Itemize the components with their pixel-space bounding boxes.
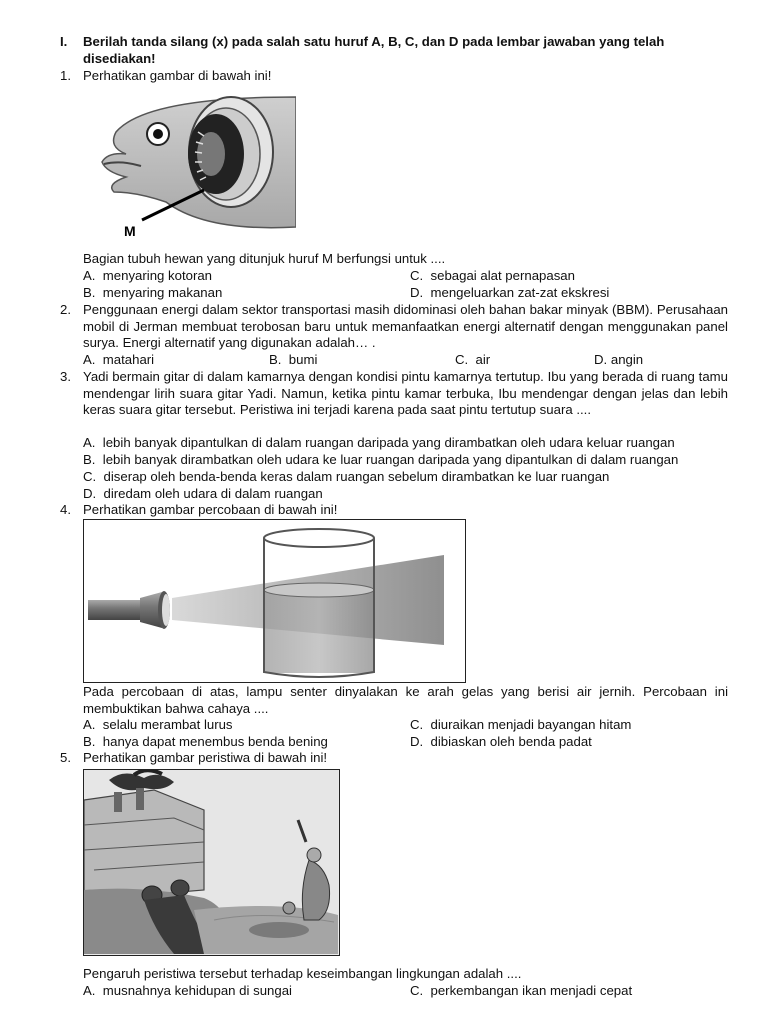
q3-option-d[interactable] [83,486,323,503]
question-4-number: 4. [60,502,71,517]
option-text: hanya dapat menembus benda bening [102,734,328,749]
option-letter: D. [410,734,424,749]
q1-option-d[interactable] [410,285,609,302]
question-3-stem: Yadi bermain gitar di dalam kamarnya dengan kondisi pintu kamarnya tertutup. Ibu yang berada di ruang tamu mendengar lirih suara gitar Yadi. Namun, ketika pintu kamar terbuka, Ibu mendengar dengan jelas dan lebih keras suara gitar tersebut. Peristiwa ini terjadi karena pada saat pintu tertutup suara .... [83,369,728,418]
section-numeral: I. [60,34,68,49]
question-2-stem: Penggunaan energi dalam sektor transportasi masih didominasi oleh bahan bakar minyak (BBM). Perusahaan mobil di Jerman membuat terobosan baru untuk memanfaatkan energi alternatif dengan menggunakan panel surya. Energi alternatif yang digunakan adalah… . [83,302,728,351]
question-4-stem: Pada percobaan di atas, lampu senter dinyalakan ke arah gelas yang berisi air jernih. Percobaan ini membuktikan bahwa cahaya .... [83,684,728,716]
option-letter: A. [83,352,96,367]
q4-option-b[interactable] [83,734,328,751]
question-4-prompt: Perhatikan gambar percobaan di bawah ini! [83,502,338,517]
q3-option-c[interactable] [83,469,609,486]
option-text: lebih banyak dipantulkan di dalam ruangan daripada yang dirambatkan oleh udara keluar ruangan [102,435,675,450]
option-text: lebih banyak dirambatkan oleh udara ke luar ruangan daripada yang dipantulkan di dalam ruangan [102,452,679,467]
option-text: matahari [102,352,155,367]
q2-option-d[interactable] [594,352,643,369]
option-letter: A. [83,717,96,732]
option-letter: C. [410,717,424,732]
question-1-number: 1. [60,68,71,83]
q5-option-c[interactable] [410,983,632,1000]
option-letter: D. [594,352,608,367]
q4-option-a[interactable] [83,717,233,734]
q5-option-a[interactable] [83,983,292,1000]
option-letter: B. [83,285,96,300]
option-letter: B. [83,452,96,467]
q4-option-d[interactable] [410,734,592,751]
question-5-prompt: Perhatikan gambar peristiwa di bawah ini! [83,750,328,765]
q1-option-b[interactable] [83,285,222,302]
q3-option-b[interactable] [83,452,678,469]
factory-pollution-illustration [84,770,338,954]
q2-option-c[interactable] [455,352,490,369]
flashlight-experiment-figure [83,519,466,683]
option-letter: B. [269,352,282,367]
option-letter: A. [83,983,96,998]
option-text: sebagai alat pernapasan [430,268,575,283]
flashlight-glass-illustration [84,520,464,681]
q4-option-c[interactable] [410,717,631,734]
option-letter: C. [410,983,424,998]
question-1-prompt: Perhatikan gambar di bawah ini! [83,68,272,83]
option-text: dibiaskan oleh benda padat [430,734,592,749]
option-text: selalu merambat lurus [102,717,233,732]
section-instruction: Berilah tanda silang (x) pada salah satu huruf A, B, C, dan D pada lembar jawaban yang telah disediakan! [83,34,665,66]
question-1-stem: Bagian tubuh hewan yang ditunjuk huruf M berfungsi untuk .... [83,251,446,266]
option-text: menyaring kotoran [102,268,213,283]
question-3-number: 3. [60,369,71,384]
option-text: diredam oleh udara di dalam ruangan [103,486,323,501]
option-text: bumi [288,352,318,367]
q2-option-b[interactable] [269,352,317,369]
option-text: mengeluarkan zat-zat ekskresi [430,285,610,300]
option-text: angin [610,352,644,367]
pollution-figure [83,769,340,956]
q1-option-c[interactable] [410,268,575,285]
question-5-stem: Pengaruh peristiwa tersebut terhadap keseimbangan lingkungan adalah .... [83,966,522,981]
q3-option-a[interactable] [83,435,675,452]
q2-option-a[interactable] [83,352,154,369]
option-letter: C. [83,469,97,484]
option-text: diserap oleh benda-benda keras dalam ruangan sebelum dirambatkan ke luar ruangan [103,469,610,484]
option-letter: D. [410,285,424,300]
option-text: musnahnya kehidupan di sungai [102,983,292,998]
option-letter: C. [455,352,469,367]
option-text: menyaring makanan [102,285,223,300]
option-letter: C. [410,268,424,283]
q1-option-a[interactable] [83,268,212,285]
figure-label-m: M [124,223,136,239]
option-text: perkembangan ikan menjadi cepat [430,983,633,998]
question-5-number: 5. [60,750,71,765]
question-2-number: 2. [60,302,71,317]
option-letter: A. [83,268,96,283]
option-text: diuraikan menjadi bayangan hitam [430,717,632,732]
option-letter: D. [83,486,97,501]
fish-gill-illustration [86,92,296,242]
option-letter: A. [83,435,96,450]
option-letter: B. [83,734,96,749]
fish-gill-figure [86,92,296,242]
option-text: air [475,352,491,367]
